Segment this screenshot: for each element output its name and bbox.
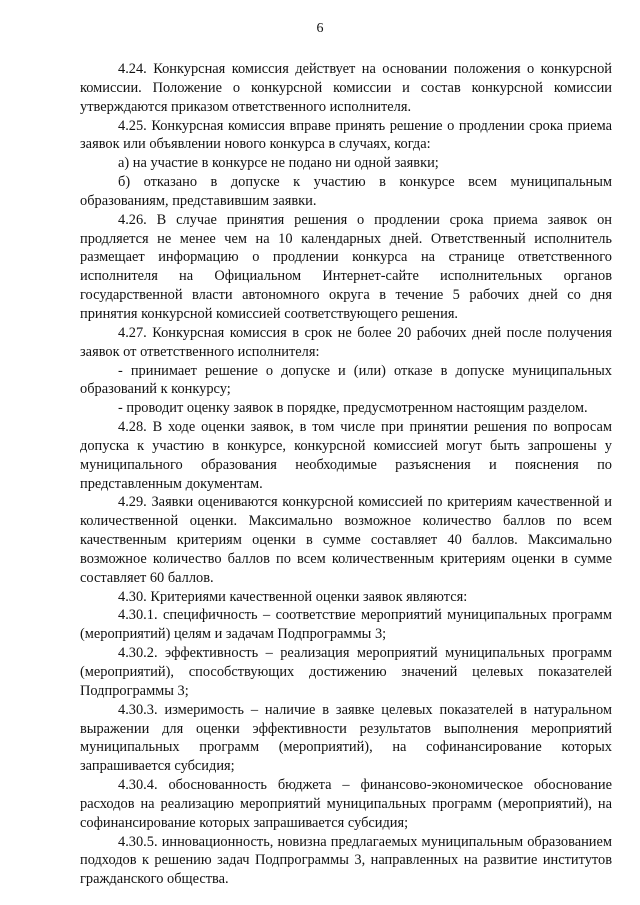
paragraph-4-30-4: 4.30.4. обоснованность бюджета – финансово-экономическое обоснование расходов на реализацию мероприятий муниципальных программ (мероприятий), на софинансирование которых запрашивается субсидия; bbox=[80, 777, 612, 831]
paragraph-4-29: 4.29. Заявки оцениваются конкурсной комиссией по критериям качественной и количественной оценки. Максимально возможное количество баллов по всем качественным критериям оценки в сумме составляет 40 баллов. Максимально возможное количество баллов по всем количественным критериям оценки в сумме составляет 60 баллов. bbox=[80, 494, 612, 586]
paragraph-4-30-3: 4.30.3. измеримость – наличие в заявке целевых показателей в натуральном выражении для оценки эффективности результатов выполнения мероприятий муниципальных программ (мероприятий), на софинансирование которых запрашивается субсидия; bbox=[80, 701, 612, 775]
paragraph-4-30-1: 4.30.1. специфичность – соответствие мероприятий муниципальных программ (мероприятий) целям и задачам Подпрограммы 3; bbox=[80, 607, 612, 643]
paragraph-4-30-2: 4.30.2. эффективность – реализация мероприятий муниципальных программ (мероприятий), способствующих достижению значений целевых показателей Подпрограммы 3; bbox=[80, 645, 612, 699]
paragraph-4-26: 4.26. В случае принятия решения о продлении срока приема заявок он продляется не менее чем на 10 календарных дней. Ответственный исполнитель размещает информацию о продлении конкурса на странице ответственного исполнителя на Официальном Интернет-сайте исполнительных органов государственной власти автономного округа в течение 5 рабочих дней со дня принятия конкурсной комиссией соответствующего решения. bbox=[80, 211, 612, 322]
dash-item-admission: - принимает решение о допуске и (или) отказе в допуске муниципальных образований к конкурсу; bbox=[80, 362, 612, 398]
paragraph-4-25: 4.25. Конкурсная комиссия вправе принять решение о продлении срока приема заявок или объявлении нового конкурса в случаях, когда: bbox=[80, 117, 612, 153]
paragraph-4-27: 4.27. Конкурсная комиссия в срок не более 20 рабочих дней после получения заявок от ответственного исполнителя: bbox=[80, 324, 612, 360]
paragraph-4-24: 4.24. Конкурсная комиссия действует на основании положения о конкурсной комиссии. Положение о конкурсной комиссии и состав конкурсной комиссии утверждаются приказом ответственного исполнителя. bbox=[80, 61, 612, 115]
paragraph-4-30: 4.30. Критериями качественной оценки заявок являются: bbox=[118, 588, 468, 605]
list-item-b: б) отказано в допуске к участию в конкурсе всем муниципальным образованиям, представившим заявки. bbox=[80, 174, 612, 209]
paragraph-4-30-5: 4.30.5. инновационность, новизна предлагаемых муниципальным образованием подходов к решению задач Подпрограммы 3, направленных на развитие институтов гражданского общества. bbox=[80, 833, 612, 888]
document-body bbox=[80, 60, 612, 889]
page-number: 6 bbox=[316, 21, 324, 36]
list-item-a: а) на участие в конкурсе не подано ни одной заявки; bbox=[118, 155, 439, 172]
paragraph-4-28: 4.28. В ходе оценки заявок, в том числе при принятии решения по вопросам допуска к участию в конкурсе, конкурсной комиссией могут быть запрошены у муниципального образования необходимые разъяснения и пояснения по представленным документам. bbox=[80, 419, 612, 492]
dash-item-evaluation: - проводит оценку заявок в порядке, предусмотренном настоящим разделом. bbox=[118, 400, 588, 417]
